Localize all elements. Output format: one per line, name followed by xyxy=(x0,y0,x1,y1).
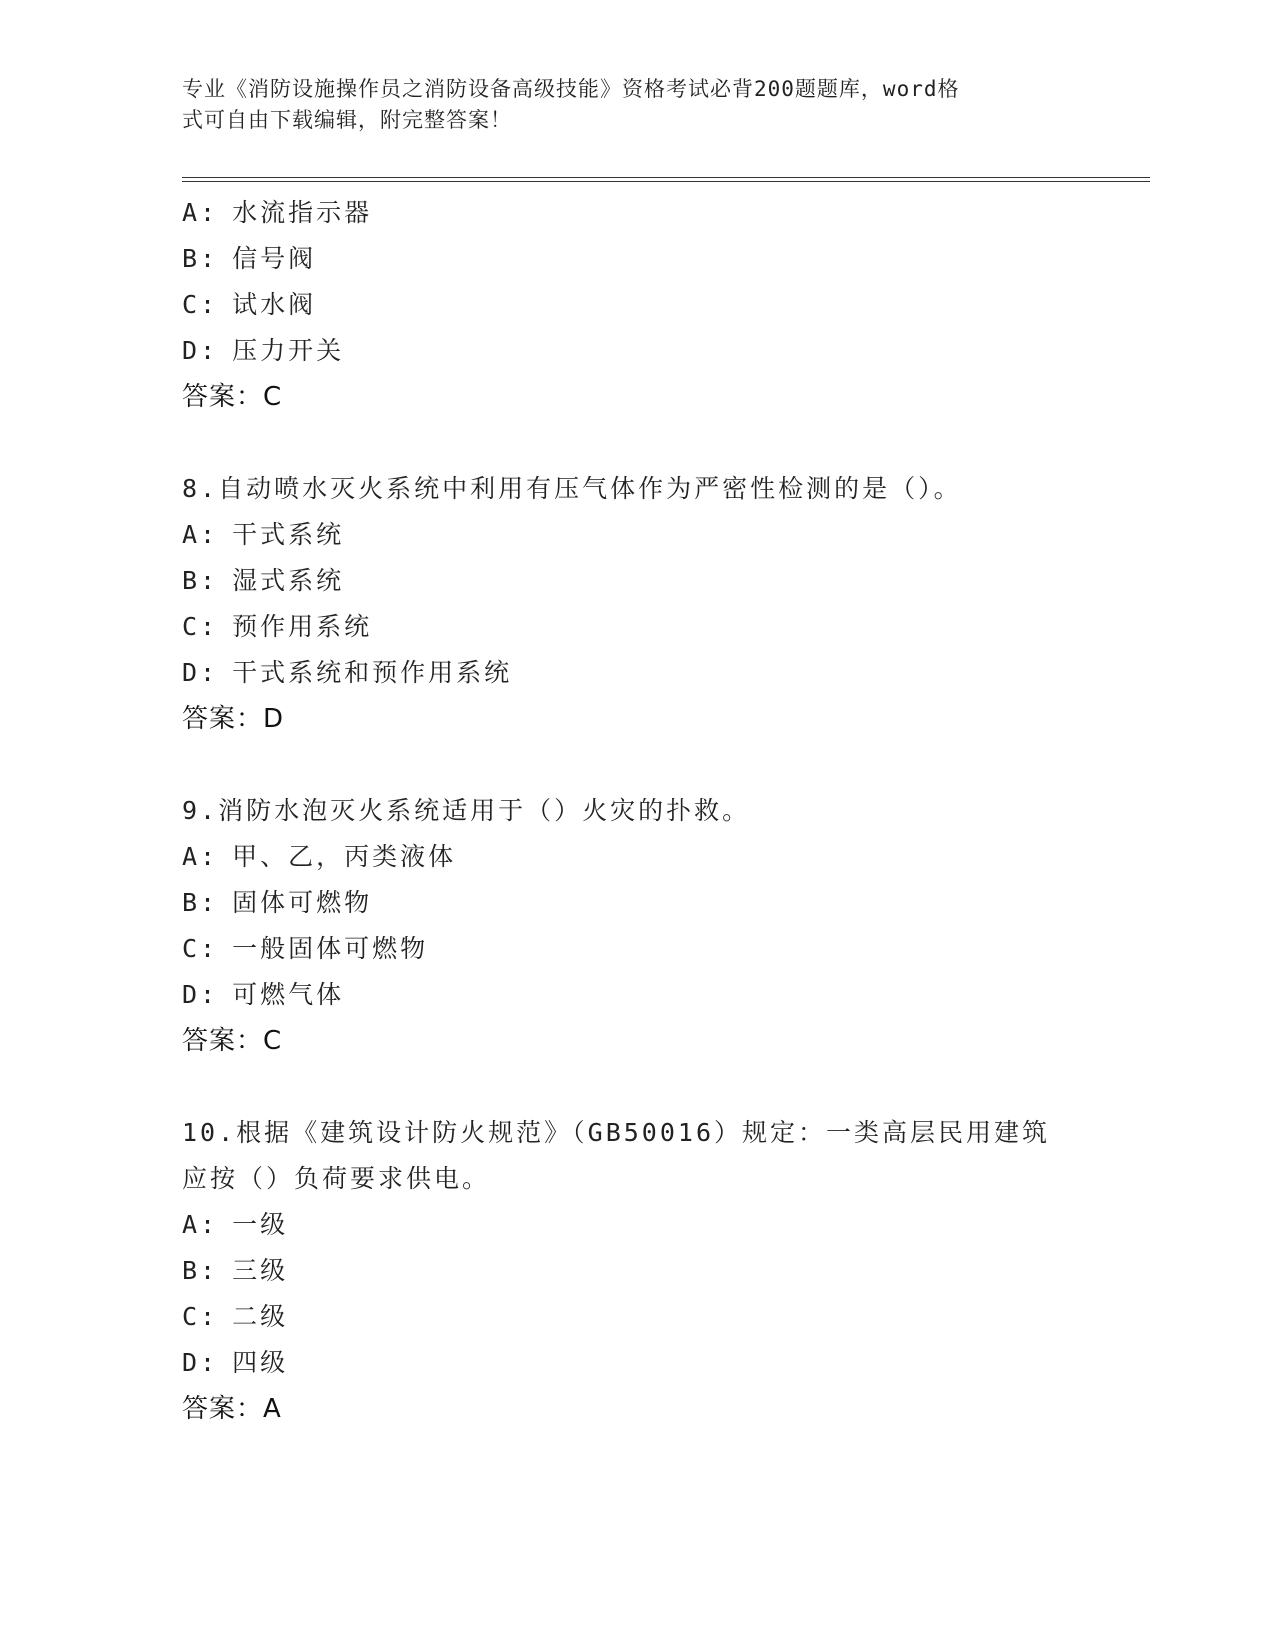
spacer xyxy=(182,1064,1082,1110)
question-list xyxy=(182,190,1082,1432)
question-block-8 xyxy=(182,466,1082,742)
option-d: D: 四级 xyxy=(182,1348,289,1377)
header-divider-bottom xyxy=(182,181,1150,182)
option-c: C: 试水阀 xyxy=(182,290,317,319)
header-line-2: 式可自由下载编辑，附完整答案！ xyxy=(182,108,512,132)
option-b: B: 湿式系统 xyxy=(182,566,345,595)
question-block-10 xyxy=(182,1110,1082,1432)
answer-line: 答案：C xyxy=(182,1026,283,1056)
question-stem: 8.自动喷水灭火系统中利用有压气体作为严密性检测的是（）。 xyxy=(182,474,962,503)
option-a: A: 甲、乙，丙类液体 xyxy=(182,842,457,871)
question-block-9 xyxy=(182,788,1082,1064)
option-d: D: 可燃气体 xyxy=(182,980,345,1009)
option-c: C: 二级 xyxy=(182,1302,289,1331)
question-stem-line-1: 10.根据《建筑设计防火规范》（GB50016）规定：一类高层民用建筑 xyxy=(182,1118,1051,1147)
option-d: D: 干式系统和预作用系统 xyxy=(182,658,513,687)
option-a: A: 一级 xyxy=(182,1210,289,1239)
answer-line: 答案：D xyxy=(182,704,285,734)
spacer xyxy=(182,420,1082,466)
question-block-7 xyxy=(182,190,1082,420)
option-b: B: 固体可燃物 xyxy=(182,888,373,917)
option-d: D: 压力开关 xyxy=(182,336,345,365)
question-stem-line-2: 应按（）负荷要求供电。 xyxy=(182,1164,491,1193)
answer-line: 答案：A xyxy=(182,1394,282,1424)
header-divider-top xyxy=(182,177,1150,178)
option-c: C: 预作用系统 xyxy=(182,612,373,641)
document-header xyxy=(182,74,1062,136)
question-stem: 9.消防水泡灭火系统适用于（）火灾的扑救。 xyxy=(182,796,751,825)
answer-line: 答案：C xyxy=(182,382,283,412)
option-b: B: 信号阀 xyxy=(182,244,317,273)
spacer xyxy=(182,742,1082,788)
option-b: B: 三级 xyxy=(182,1256,289,1285)
option-c: C: 一般固体可燃物 xyxy=(182,934,429,963)
option-a: A: 干式系统 xyxy=(182,520,345,549)
header-line-1: 专业《消防设施操作员之消防设备高级技能》资格考试必背200题题库，word格 xyxy=(182,77,960,101)
option-a: A: 水流指示器 xyxy=(182,198,373,227)
